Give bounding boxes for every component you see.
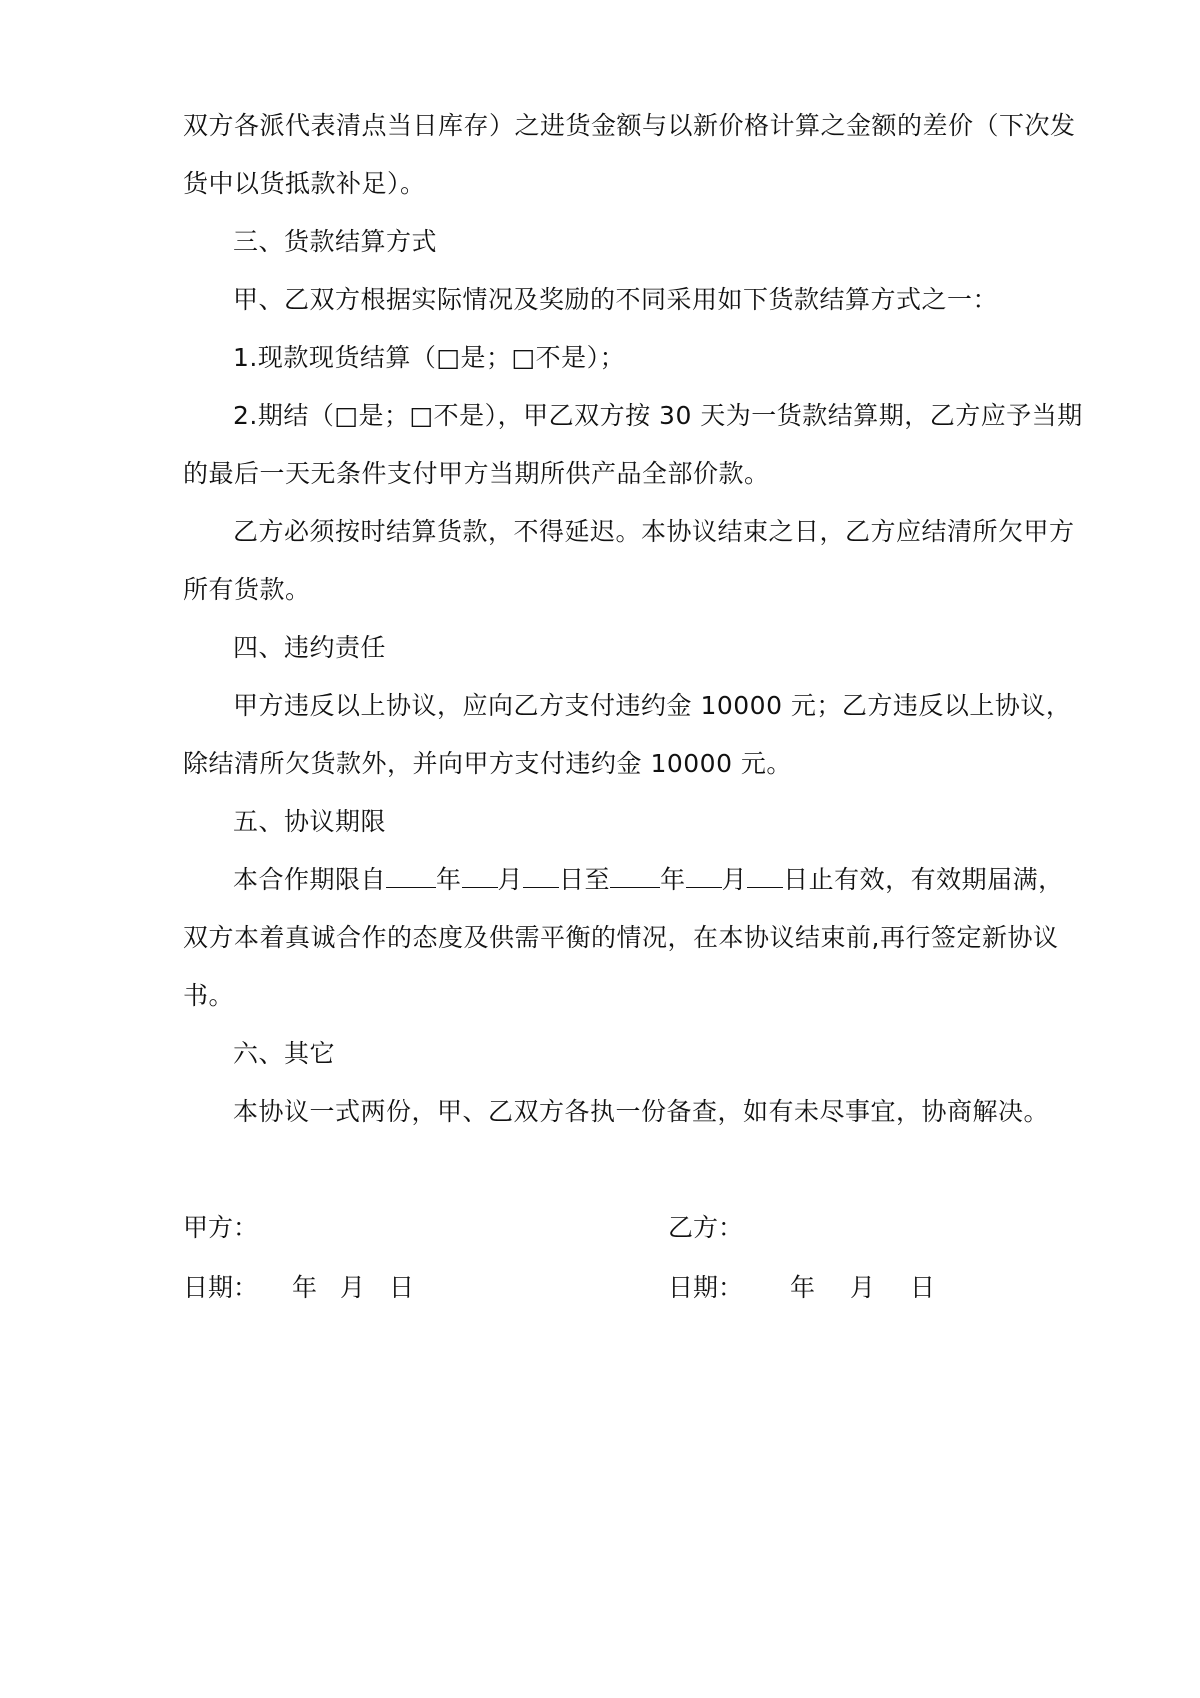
section-3-note-line-2: 所有货款。 [183, 575, 311, 604]
end-month-blank [686, 865, 722, 888]
party-a-date-label: 日期： [183, 1273, 259, 1302]
party-a-year-label: 年 [292, 1273, 318, 1302]
section-3-item-1: 1.现款现货结算（□是；□不是）； [233, 343, 626, 372]
party-a-day-label: 日 [389, 1273, 415, 1302]
term-day-to-label: 日至 [559, 865, 611, 894]
section-5-heading: 五、协议期限 [233, 807, 387, 836]
term-text-end: 日止有效，有效期届满， [783, 865, 1064, 894]
section-6-heading: 六、其它 [233, 1039, 336, 1068]
section-3-heading: 三、货款结算方式 [233, 227, 438, 256]
section-6-line-1: 本协议一式两份，甲、乙双方各执一份备查，如有未尽事宜，协商解决。 [233, 1097, 1050, 1126]
party-b-day-label: 日 [910, 1273, 936, 1302]
term-end-month-label: 月 [721, 865, 748, 894]
section-4-line-2: 除结清所欠货款外，并向甲方支付违约金 10000 元。 [183, 749, 792, 778]
section-3-intro: 甲、乙双方根据实际情况及奖励的不同采用如下货款结算方式之一： [233, 285, 999, 314]
section-3-note-line-1: 乙方必须按时结算货款，不得延迟。本协议结束之日，乙方应结清所欠甲方 [233, 517, 1075, 546]
term-end-year-label: 年 [660, 865, 686, 894]
start-day-blank [523, 865, 559, 888]
party-b-month-label: 月 [850, 1273, 876, 1302]
end-day-blank [747, 865, 783, 888]
section-4-heading: 四、违约责任 [233, 633, 387, 662]
term-text-start: 本合作期限自 [233, 865, 387, 894]
party-b-label: 乙方： [668, 1213, 744, 1242]
term-month-label: 月 [497, 865, 524, 894]
party-b-date-label: 日期： [668, 1273, 744, 1302]
party-a-label: 甲方： [183, 1213, 259, 1242]
end-year-blank [610, 865, 660, 888]
term-year-label: 年 [436, 865, 462, 894]
section-5-line-3: 书。 [183, 981, 235, 1010]
continuation-line-1: 双方各派代表清点当日库存）之进货金额与以新价格计算之金额的差价（下次发 [183, 111, 1076, 140]
party-a-month-label: 月 [340, 1273, 366, 1302]
section-3-item-2-line-2: 的最后一天无条件支付甲方当期所供产品全部价款。 [183, 459, 770, 488]
section-5-line-1 [233, 864, 1073, 896]
section-3-item-2-line-1: 2.期结（□是；□不是），甲乙双方按 30 天为一货款结算期，乙方应予当期 [233, 401, 1083, 430]
start-month-blank [462, 865, 498, 888]
section-4-line-1: 甲方违反以上协议，应向乙方支付违约金 10000 元；乙方违反以上协议， [233, 691, 1072, 720]
section-5-line-2: 双方本着真诚合作的态度及供需平衡的情况，在本协议结束前,再行签定新协议 [183, 923, 1059, 952]
party-b-year-label: 年 [790, 1273, 816, 1302]
continuation-line-2: 货中以货抵款补足）。 [183, 169, 426, 198]
start-year-blank [386, 865, 436, 888]
